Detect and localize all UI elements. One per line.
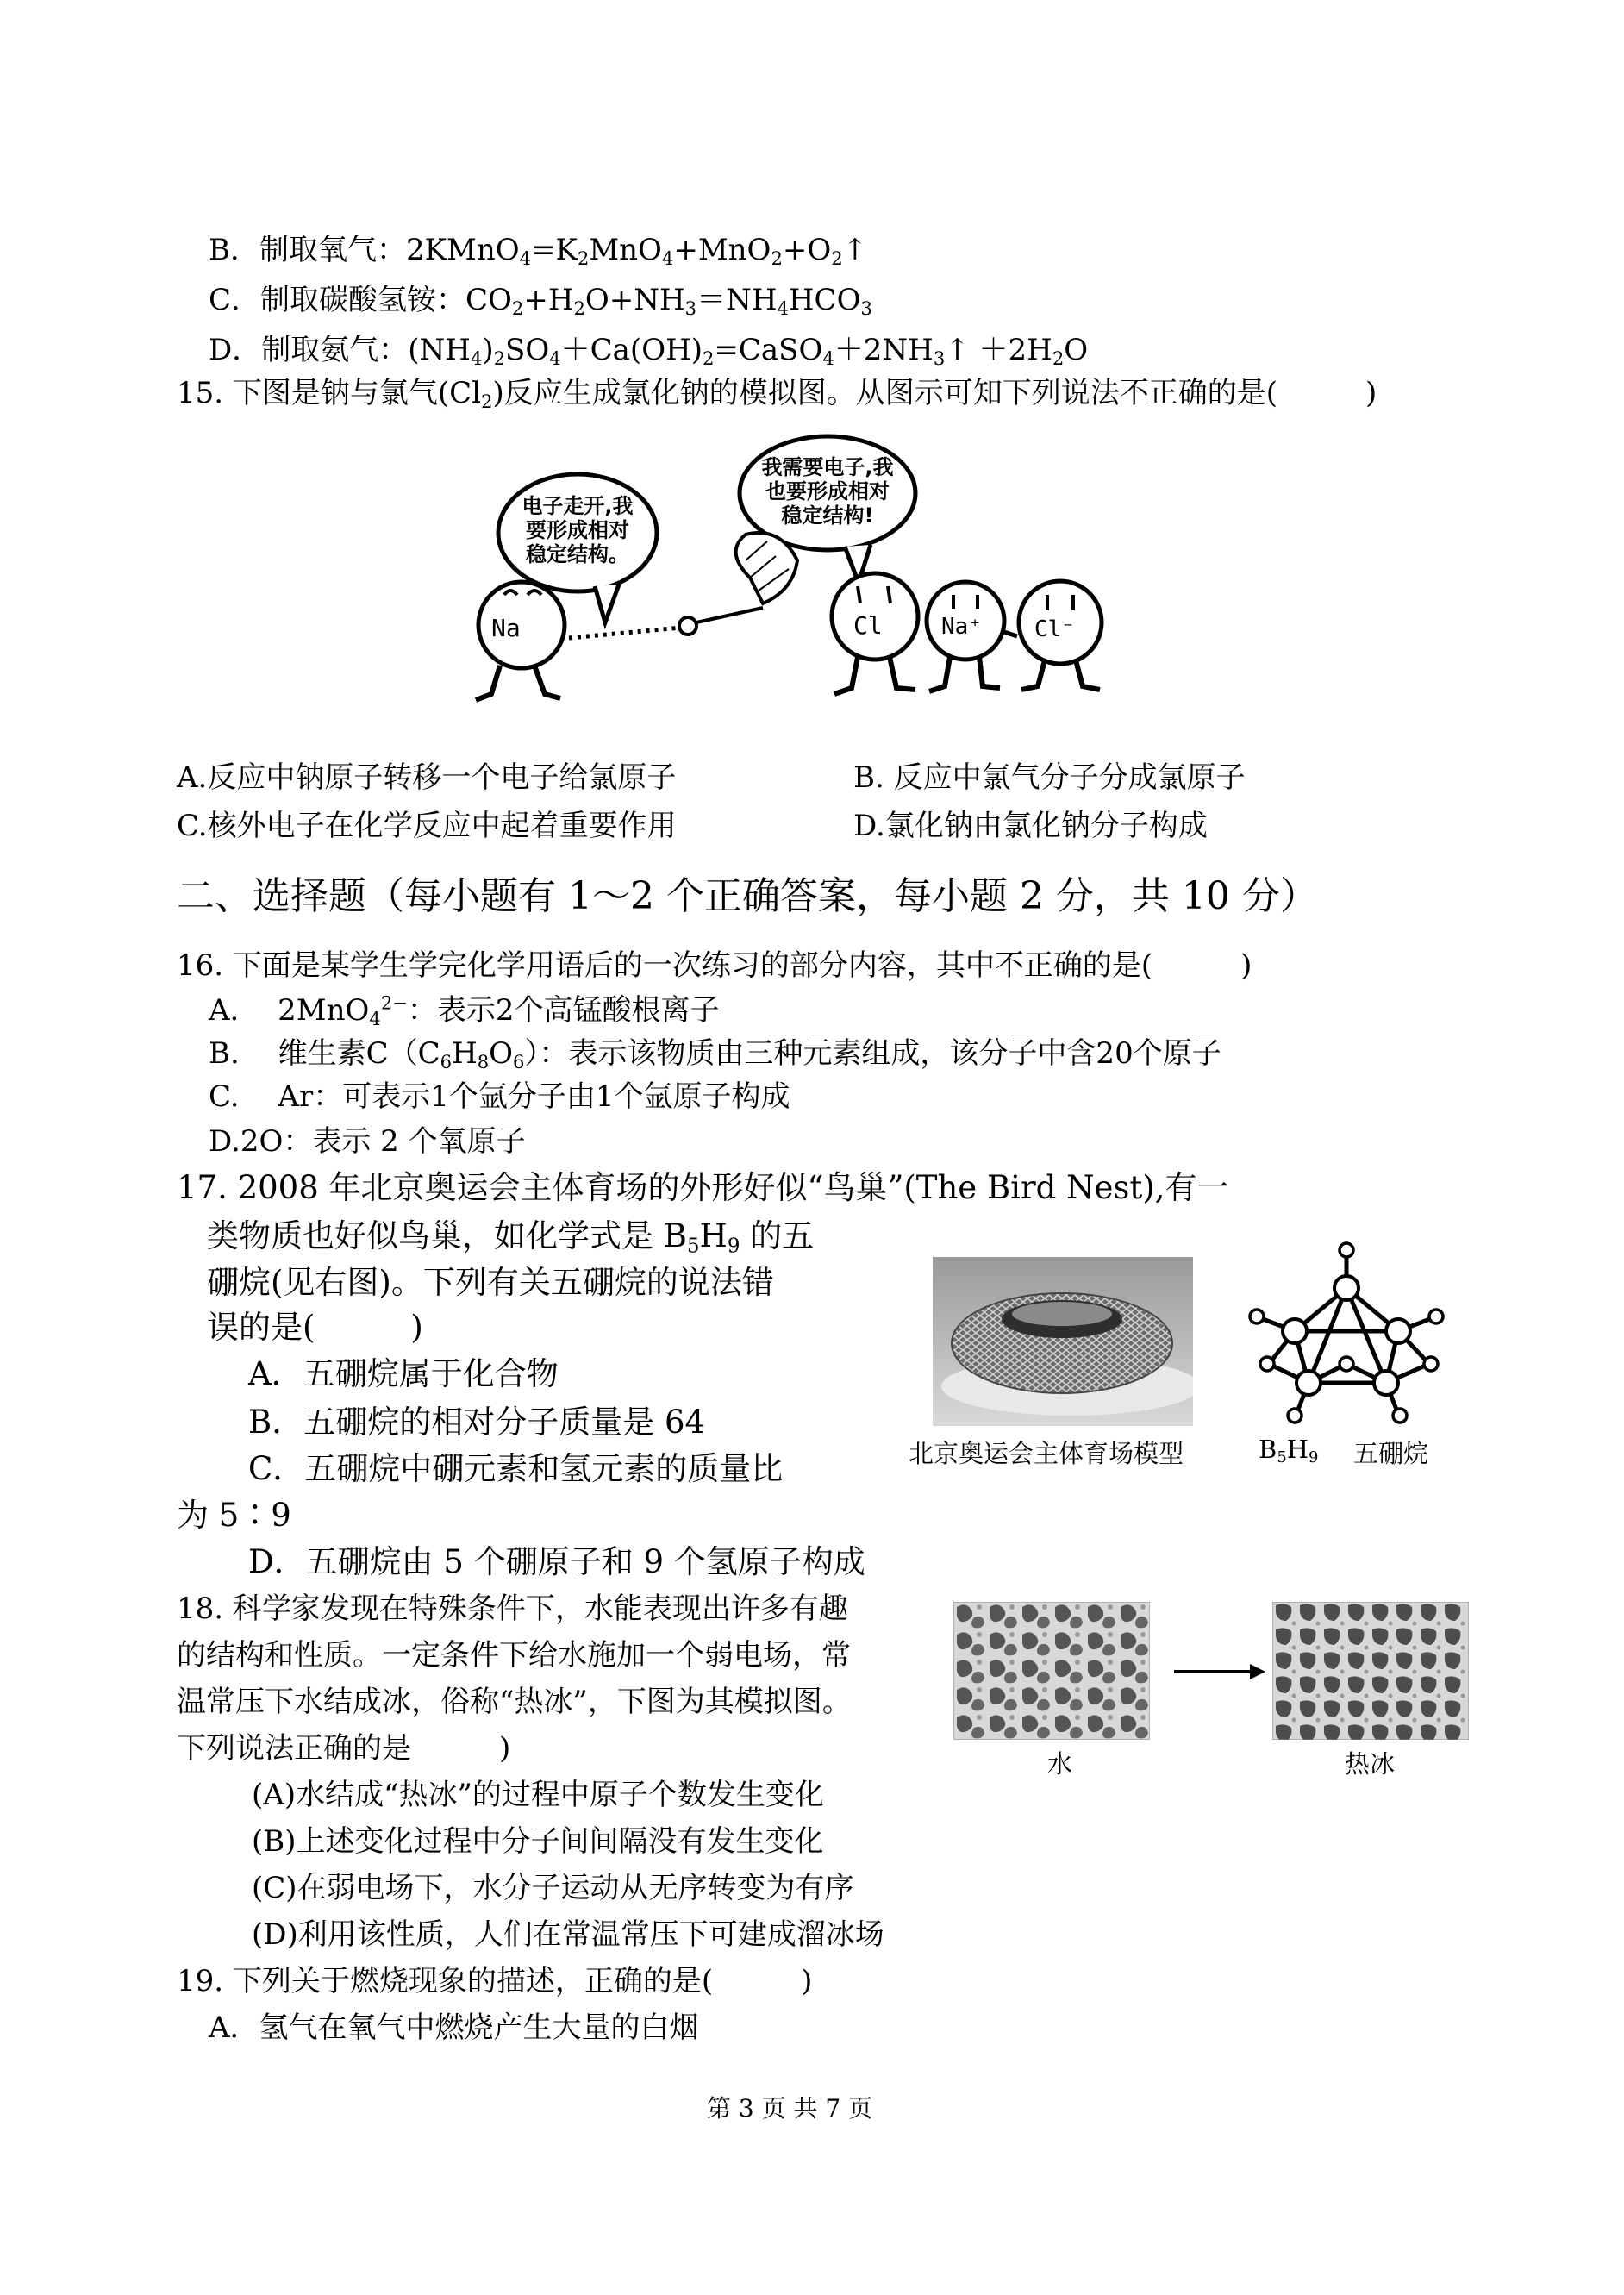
q18-option-d: (D)利用该性质，人们在常温常压下可建成溜冰场 <box>252 1917 884 1952</box>
q16-option-d: D.2O：表示 2 个氧原子 <box>209 1124 526 1159</box>
q18-line1: 18. 科学家发现在特殊条件下，水能表现出许多有趣 <box>177 1591 848 1626</box>
q18-option-c: (C)在弱电场下，水分子运动从无序转变为有序 <box>252 1871 854 1905</box>
caption-water: 水 <box>1047 1749 1073 1779</box>
bubble-left-line3: 稳定结构。 <box>526 542 629 566</box>
q15-sodium-chlorine-illustration <box>465 431 1138 716</box>
q17-option-b: B．五硼烷的相对分子质量是 64 <box>248 1404 706 1441</box>
caption-hot-ice: 热冰 <box>1345 1749 1396 1779</box>
ion-na-label: Na⁺ <box>941 614 982 640</box>
q17-line1: 17. 2008 年北京奥运会主体育场的外形好似“鸟巢”(The Bird Nest),有一 <box>177 1169 1229 1206</box>
arrow-right-icon <box>1172 1659 1267 1685</box>
q17-line3: 硼烷(见右图)。下列有关五硼烷的说法错 <box>207 1264 774 1301</box>
q17-line2: 类物质也好似鸟巢，如化学式是 $B_5H_9$ 的五 <box>207 1217 815 1258</box>
bubble-left-line1: 电子走开,我 <box>522 494 634 518</box>
q16-option-a: A. 2MnO$_4^{2-}$：表示2个高锰酸根离子 <box>209 991 720 1029</box>
q16-option-c: C. Ar：可表示1个氩分子由1个氩原子构成 <box>209 1079 790 1114</box>
caption-stadium-model: 北京奥运会主体育场模型 <box>909 1439 1184 1468</box>
q19-option-a: A．氢气在氧气中燃烧产生大量的白烟 <box>209 2010 699 2045</box>
page-footer: 第 3 页 共 7 页 <box>707 2094 873 2123</box>
birds-nest-stadium-photo <box>933 1257 1193 1426</box>
q18-option-a: (A)水结成“热冰”的过程中原子个数发生变化 <box>252 1778 824 1812</box>
caption-b5h9-formula: $B_5H_9$ <box>1259 1435 1319 1467</box>
water-molecules-image <box>953 1602 1150 1740</box>
atom-na-label: Na <box>491 614 521 642</box>
q17-line4: 误的是( ) <box>207 1309 423 1346</box>
q18-line3: 温常压下水结成冰，俗称“热冰”，下图为其模拟图。 <box>177 1685 852 1719</box>
q17-option-a: A．五硼烷属于化合物 <box>248 1355 559 1392</box>
sodium-atom-figure <box>476 582 565 700</box>
bubble-right-line2: 也要形成相对 <box>765 479 890 503</box>
q14-option-c: C．制取碳酸氢铵：$CO_2+H_2O+NH_3=NH_4HCO_3$ <box>209 283 872 319</box>
q14-option-d: D．制取氨气：$(NH_4)_2SO_4+Ca(OH)_2=CaSO_4+2NH_3↑ +2H_2O$ <box>209 333 1089 369</box>
q15-option-d: D.氯化钠由氯化钠分子构成 <box>853 809 1208 843</box>
chloride-ion-figure <box>1019 581 1102 690</box>
q16-stem: 16. 下面是某学生学完化学用语后的一次练习的部分内容，其中不正确的是( ) <box>177 948 1252 983</box>
section2-heading: 二、选择题（每小题有 1～2 个正确答案，每小题 2 分，共 10 分） <box>177 874 1318 918</box>
ion-cl-label: Cl⁻ <box>1034 616 1075 642</box>
bubble-right-line3: 稳定结构! <box>781 503 874 528</box>
bubble-left-line2: 要形成相对 <box>526 518 629 542</box>
bubble-right-line1: 我需要电子,我 <box>761 455 894 479</box>
q14-option-b: B．制取氧气：$2KMnO_4=K_2MnO_4+MnO_2+O_2↑$ <box>209 233 868 269</box>
q19-stem: 19. 下列关于燃烧现象的描述，正确的是( ) <box>177 1964 813 1998</box>
hot-ice-molecules-image <box>1272 1602 1469 1740</box>
q18-line4: 下列说法正确的是 ) <box>177 1731 511 1766</box>
sodium-ion-figure <box>927 582 1017 691</box>
caption-pentaborane: 五硼烷 <box>1353 1439 1429 1468</box>
q15-stem: 15. 下图是钠与氯气$(Cl_2)$反应生成氯化钠的模拟图。从图示可知下列说法不正确的是( ) <box>177 376 1377 412</box>
q15-option-b: B. 反应中氯气分子分成氯原子 <box>853 760 1246 795</box>
q16-option-b: B. 维生素$C(C_6H_8O_6)$：表示该物质由三种元素组成，该分子中含20个原子 <box>209 1036 1221 1072</box>
q17-option-c-line2: 为 5∶9 <box>177 1497 291 1534</box>
q15-option-c: C.核外电子在化学反应中起着重要作用 <box>177 809 677 843</box>
q18-line2: 的结构和性质。一定条件下给水施加一个弱电场，常 <box>177 1638 851 1673</box>
q17-option-c-line1: C．五硼烷中硼元素和氢元素的质量比 <box>248 1450 784 1487</box>
atom-cl-label: Cl <box>853 611 883 640</box>
q18-option-b: (B)上述变化过程中分子间间隔没有发生变化 <box>252 1824 824 1859</box>
q15-option-a: A.反应中钠原子转移一个电子给氯原子 <box>177 760 677 795</box>
q17-option-d: D．五硼烷由 5 个硼原子和 9 个氢原子构成 <box>248 1543 865 1580</box>
chlorine-atom-figure <box>832 573 918 694</box>
pentaborane-structure-diagram <box>1234 1235 1458 1433</box>
